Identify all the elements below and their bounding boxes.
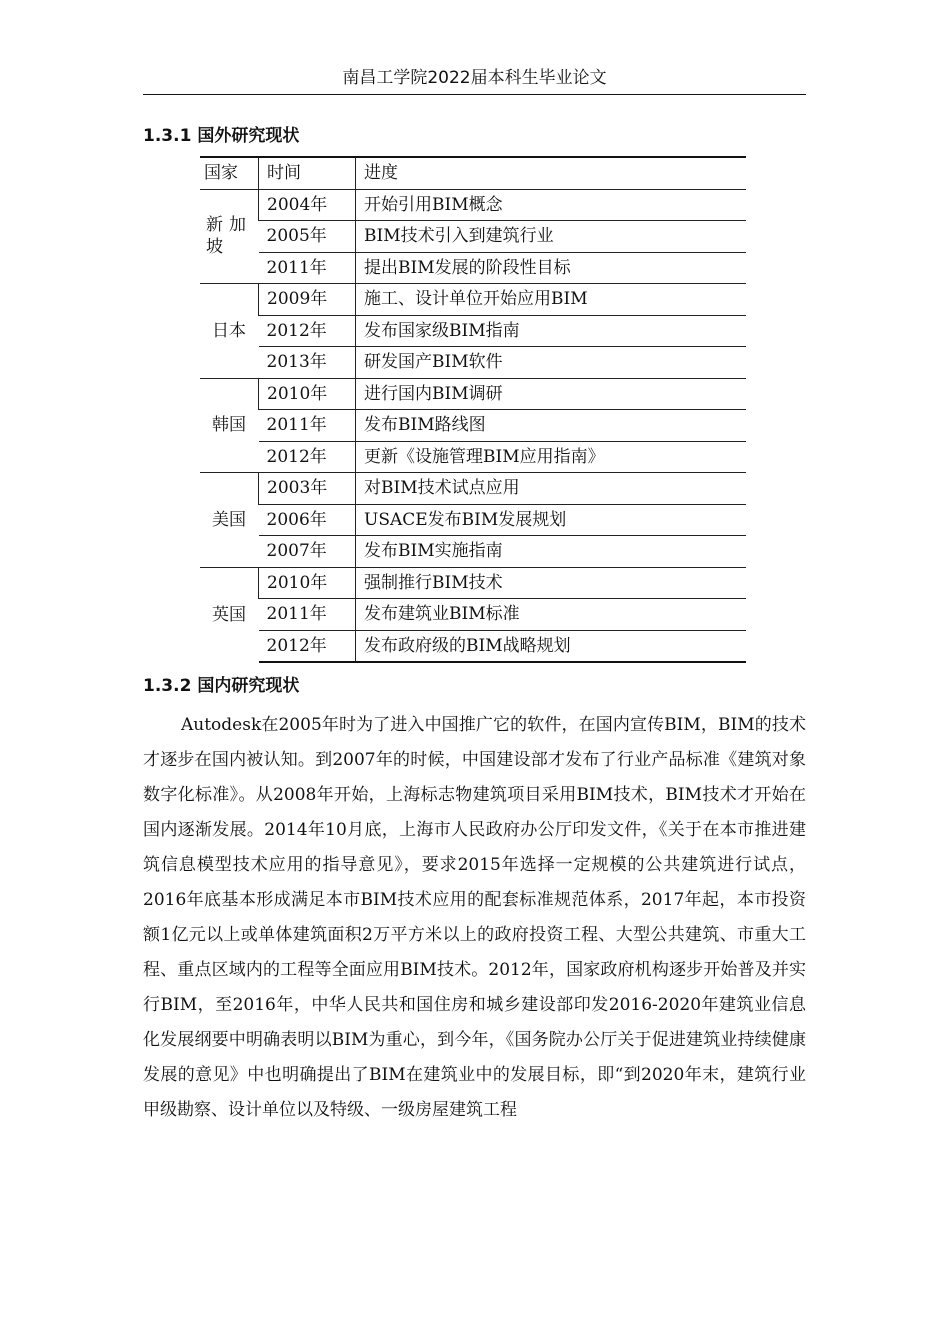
year-cell: 2012年 — [259, 630, 356, 662]
table-row — [200, 473, 746, 505]
progress-cell: 进行国内BIM调研 — [356, 378, 747, 410]
table-row — [200, 284, 746, 316]
country-cell — [200, 567, 259, 662]
country-cell — [200, 378, 259, 473]
country-label: 美国 — [212, 509, 246, 530]
table-row — [200, 504, 746, 536]
table-row — [200, 221, 746, 253]
table-row — [200, 315, 746, 347]
column-header-year: 时间 — [259, 157, 356, 189]
body-paragraph: Autodesk在2005年时为了进入中国推广它的软件，在国内宣传BIM，BIM的技术才逐步在国内被认知。到2007年的时候，中国建设部才发布了行业产品标准《建筑对象数字化标准》。从2008年开始，上海标志物建筑项目采用BIM技术，BIM技术才开始在国内逐渐发展。2014年10月底，上海市人民政府办公厅印发文件，《关于在本市推进建筑信息模型技术应用的指导意见》，要求2015年选择一定规模的公共建筑进行试点，2016年底基本形成满足本市BIM技术应用的配套标准规范体系，2017年起，本市投资额1亿元以上或单体建筑面积2万平方米以上的政府投资工程、大型公共建筑、市重大工程、重点区域内的工程等全面应用BIM技术。2012年，国家政府机构逐步开始普及并实行BIM，至2016年，中华人民共和国住房和城乡建设部印发2016-2020年建筑业信息化发展纲要中明确表明以BIM为重心，到今年，《国务院办公厅关于促进建筑业持续健康发展的意见》中也明确提出了BIM在建筑业中的发展目标，即“到2020年末，建筑行业甲级勘察、设计单位以及特级、一级房屋建筑工程 — [143, 715, 806, 1120]
progress-cell: 强制推行BIM技术 — [356, 567, 747, 599]
country-cell — [200, 189, 259, 284]
table-row — [200, 441, 746, 473]
progress-cell: 发布BIM实施指南 — [356, 536, 747, 568]
table-row — [200, 378, 746, 410]
table-row — [200, 536, 746, 568]
progress-cell: 发布BIM路线图 — [356, 410, 747, 442]
year-cell: 2005年 — [259, 221, 356, 253]
year-cell: 2012年 — [259, 441, 356, 473]
progress-cell: 发布国家级BIM指南 — [356, 315, 747, 347]
table-row — [200, 599, 746, 631]
progress-cell: USACE发布BIM发展规划 — [356, 504, 747, 536]
year-cell: 2004年 — [259, 189, 356, 221]
progress-cell: 开始引用BIM概念 — [356, 189, 747, 221]
country-label: 英国 — [212, 604, 246, 625]
country-label: 日本 — [212, 320, 246, 341]
year-cell: 2010年 — [259, 378, 356, 410]
year-cell: 2006年 — [259, 504, 356, 536]
table-header-row — [200, 157, 746, 189]
table-row — [200, 347, 746, 379]
year-cell: 2009年 — [259, 284, 356, 316]
column-header-progress: 进度 — [356, 157, 747, 189]
header-divider — [143, 94, 806, 95]
progress-cell: 发布建筑业BIM标准 — [356, 599, 747, 631]
table-row — [200, 630, 746, 662]
table-row — [200, 410, 746, 442]
progress-cell: BIM技术引入到建筑行业 — [356, 221, 747, 253]
year-cell: 2010年 — [259, 567, 356, 599]
country-cell — [200, 473, 259, 568]
column-header-country: 国家 — [200, 157, 259, 189]
year-cell: 2007年 — [259, 536, 356, 568]
progress-cell: 发布政府级的BIM战略规划 — [356, 630, 747, 662]
progress-cell: 研发国产BIM软件 — [356, 347, 747, 379]
section-heading-domestic: 1.3.2 国内研究现状 — [143, 676, 300, 696]
progress-cell: 施工、设计单位开始应用BIM — [356, 284, 747, 316]
country-label: 新加坡 — [206, 215, 252, 258]
country-cell — [200, 284, 259, 379]
progress-cell: 对BIM技术试点应用 — [356, 473, 747, 505]
table-row — [200, 567, 746, 599]
table-row — [200, 189, 746, 221]
year-cell: 2011年 — [259, 252, 356, 284]
country-label: 韩国 — [212, 415, 246, 436]
year-cell: 2012年 — [259, 315, 356, 347]
table-row — [200, 252, 746, 284]
progress-cell: 更新《设施管理BIM应用指南》 — [356, 441, 747, 473]
progress-cell: 提出BIM发展的阶段性目标 — [356, 252, 747, 284]
year-cell: 2013年 — [259, 347, 356, 379]
year-cell: 2003年 — [259, 473, 356, 505]
research-table — [200, 156, 746, 663]
year-cell: 2011年 — [259, 599, 356, 631]
year-cell: 2011年 — [259, 410, 356, 442]
section-heading-foreign: 1.3.1 国外研究现状 — [143, 126, 300, 146]
page-header: 南昌工学院2022届本科生毕业论文 — [342, 68, 607, 88]
